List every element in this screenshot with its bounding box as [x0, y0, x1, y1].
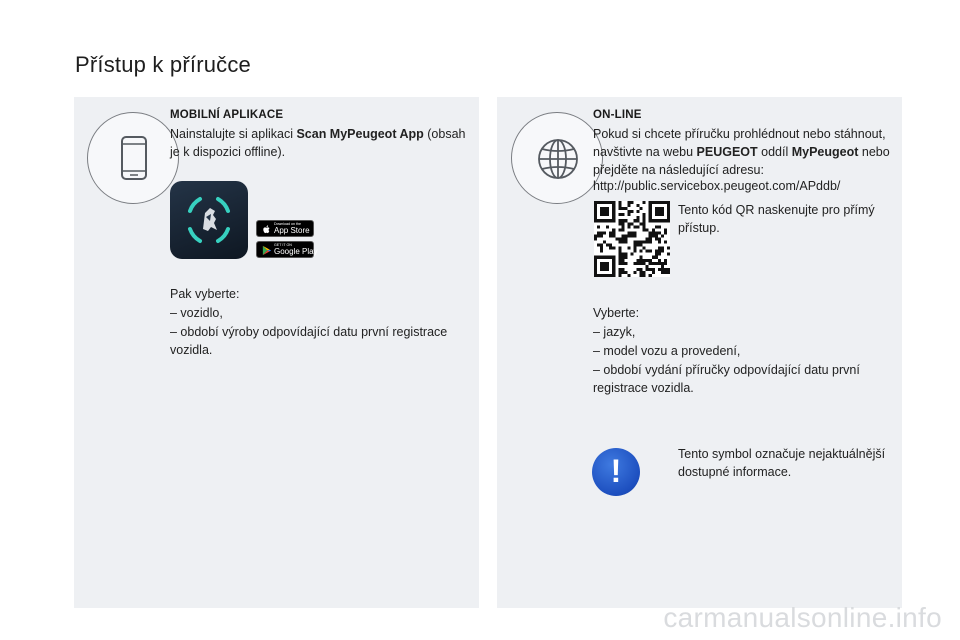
notice-text	[678, 445, 898, 481]
qr-code[interactable]	[594, 201, 670, 277]
google-play-label: Google Play	[274, 247, 318, 256]
select-label: Vyberte:	[593, 306, 640, 320]
list-item: – období výroby odpovídající datu první registrace	[170, 325, 448, 339]
intro-text-line2: je k dispozici offline).	[170, 145, 286, 159]
list-item: – období vydání příručky odpovídající datu první	[593, 363, 860, 377]
qr-text-line2: přístup.	[678, 221, 720, 235]
online-text-mid: oddíl	[757, 145, 792, 159]
intro-text: Nainstalujte si aplikaci	[170, 127, 297, 141]
globe-icon	[511, 112, 603, 204]
apple-icon	[261, 224, 272, 235]
google-play-icon	[261, 245, 272, 256]
notice-text-line2: dostupné informace.	[678, 465, 792, 479]
app-store-label: App Store	[274, 226, 310, 235]
online-text-line3: přejděte na následující adresu:	[593, 163, 764, 177]
list-item-continued: vozidla.	[170, 343, 213, 357]
app-store-badge[interactable]	[256, 220, 314, 237]
list-item-continued: registrace vozidla.	[593, 381, 694, 395]
online-heading: ON-LINE	[593, 109, 642, 121]
google-play-badge[interactable]	[256, 241, 318, 258]
section-name: MyPeugeot	[791, 145, 859, 159]
qr-text-line1: Tento kód QR naskenujte pro přímý	[678, 203, 875, 217]
online-intro	[593, 125, 898, 179]
watermark: carmanualsonline.info	[663, 602, 942, 633]
google-play-small-label: GET IT ON	[274, 243, 292, 247]
notice-text-line1: Tento symbol označuje nejaktuálnější	[678, 447, 886, 461]
select-label: Pak vyberte:	[170, 287, 240, 301]
brand-name: PEUGEOT	[696, 145, 758, 159]
app-name: Scan MyPeugeot App	[296, 127, 424, 141]
online-panel	[497, 97, 902, 608]
online-text-end: nebo	[858, 145, 890, 159]
list-item: – model vozu a provedení,	[593, 344, 741, 358]
notice-symbol: !	[610, 453, 622, 489]
online-text-line1: Pokud si chcete příručku prohlédnout nebo stáhnout,	[593, 127, 886, 141]
intro-text-end: (obsah	[423, 127, 466, 141]
online-text-line2: navštivte na webu	[593, 145, 697, 159]
list-item: – vozidlo,	[170, 306, 223, 320]
smartphone-icon	[87, 112, 179, 204]
mobile-app-intro	[170, 125, 470, 161]
mobile-app-panel	[74, 97, 479, 608]
mobile-app-heading: MOBILNÍ APLIKACE	[170, 109, 284, 121]
page-title: Přístup k příručce	[75, 52, 251, 77]
app-store-small-label: Download on the	[274, 222, 301, 226]
exclamation-icon	[592, 448, 640, 496]
qr-text	[678, 201, 898, 237]
peugeot-lion-app-icon[interactable]	[170, 181, 248, 259]
manual-url[interactable]: http://public.servicebox.peugeot.com/APddb/	[593, 179, 841, 193]
list-item: – jazyk,	[593, 325, 636, 339]
